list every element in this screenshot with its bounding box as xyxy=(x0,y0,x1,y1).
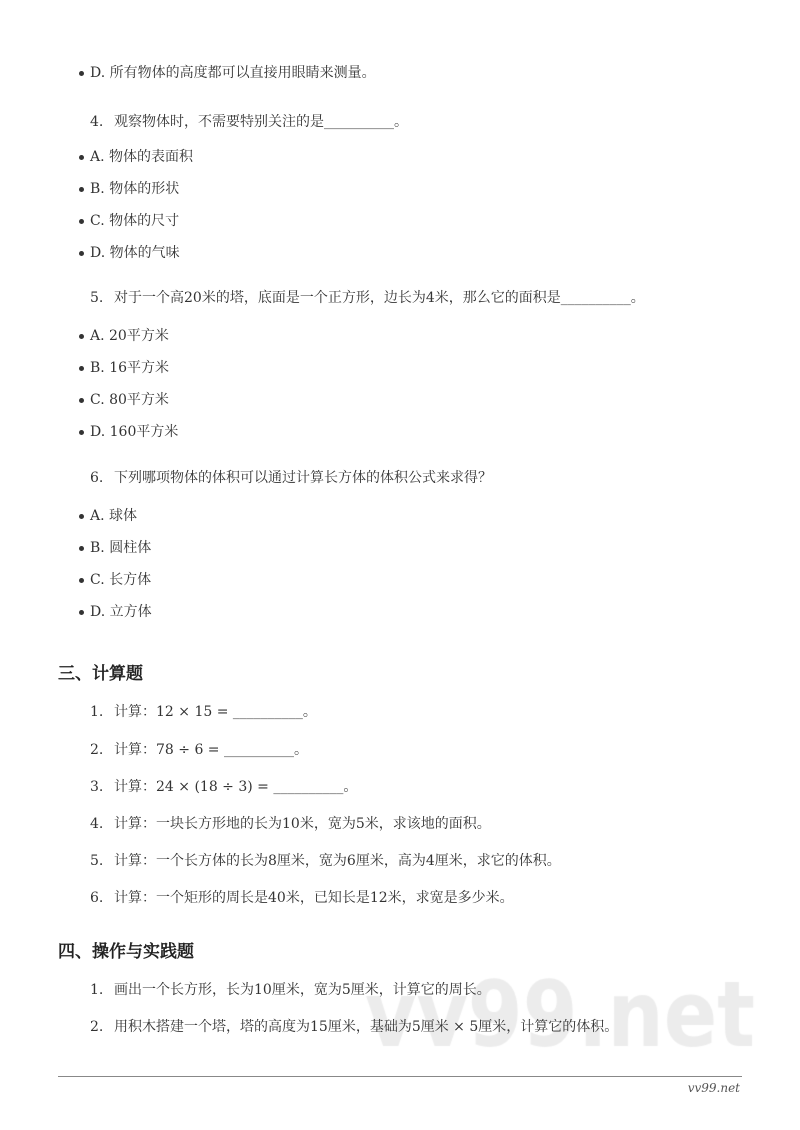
option: D. 所有物体的高度都可以直接用眼睛来测量。 xyxy=(90,65,376,81)
item-number: 3. xyxy=(90,779,104,795)
item-text: 计算：一个长方体的长为8厘米，宽为6厘米，高为4厘米，求它的体积。 xyxy=(114,853,561,869)
option: B. 圆柱体 xyxy=(90,540,152,556)
calc-item xyxy=(90,888,514,908)
option: C. 物体的尺寸 xyxy=(90,213,180,229)
item-number: 1. xyxy=(90,704,104,720)
calc-item xyxy=(90,851,561,871)
option: D. 160平方米 xyxy=(90,424,179,440)
item-number: 1. xyxy=(90,982,104,998)
section-heading: 四、操作与实践题 xyxy=(58,942,194,962)
practice-item xyxy=(90,1017,618,1037)
section-heading: 三、计算题 xyxy=(58,664,143,684)
option: B. 物体的形状 xyxy=(90,181,180,197)
option: A. 物体的表面积 xyxy=(90,149,194,165)
item-number: 5. xyxy=(90,853,104,869)
option: D. 物体的气味 xyxy=(90,245,180,261)
question-number: 6. xyxy=(90,470,104,486)
footer-site: vv99.net xyxy=(687,1081,740,1095)
option: A. 球体 xyxy=(90,508,138,524)
option: B. 16平方米 xyxy=(90,360,170,376)
question-text: 下列哪项物体的体积可以通过计算长方体的体积公式来求得？ xyxy=(114,470,492,486)
question-number: 5. xyxy=(90,290,104,306)
item-text: 计算：78 ÷ 6 = __________。 xyxy=(114,742,308,758)
question-5 xyxy=(90,288,645,308)
item-number: 2. xyxy=(90,742,104,758)
question-6 xyxy=(90,468,492,488)
calc-item xyxy=(90,702,317,722)
calc-item xyxy=(90,777,357,797)
option: C. 长方体 xyxy=(90,572,152,588)
question-text: 观察物体时，不需要特别关注的是__________。 xyxy=(114,114,408,130)
option: C. 80平方米 xyxy=(90,392,169,408)
practice-item xyxy=(90,980,491,1000)
question-text: 对于一个高20米的塔，底面是一个正方形，边长为4米，那么它的面积是__________。 xyxy=(114,290,645,306)
item-text: 计算：一块长方形地的长为10米，宽为5米，求该地的面积。 xyxy=(114,816,491,832)
question-4 xyxy=(90,112,408,132)
item-text: 用积木搭建一个塔，塔的高度为15厘米，基础为5厘米 × 5厘米，计算它的体积。 xyxy=(114,1019,619,1035)
item-number: 6. xyxy=(90,890,104,906)
question-number: 4. xyxy=(90,114,104,130)
calc-item xyxy=(90,814,491,834)
option: D. 立方体 xyxy=(90,604,152,620)
footer-divider xyxy=(58,1076,742,1077)
item-number: 4. xyxy=(90,816,104,832)
item-number: 2. xyxy=(90,1019,104,1035)
calc-item xyxy=(90,740,308,760)
item-text: 计算：24 × (18 ÷ 3) = __________。 xyxy=(114,779,358,795)
item-text: 计算：一个矩形的周长是40米，已知长是12米，求宽是多少米。 xyxy=(114,890,514,906)
item-text: 计算：12 × 15 = __________。 xyxy=(114,704,317,720)
item-text: 画出一个长方形，长为10厘米，宽为5厘米，计算它的周长。 xyxy=(114,982,491,998)
option: A. 20平方米 xyxy=(90,328,169,344)
